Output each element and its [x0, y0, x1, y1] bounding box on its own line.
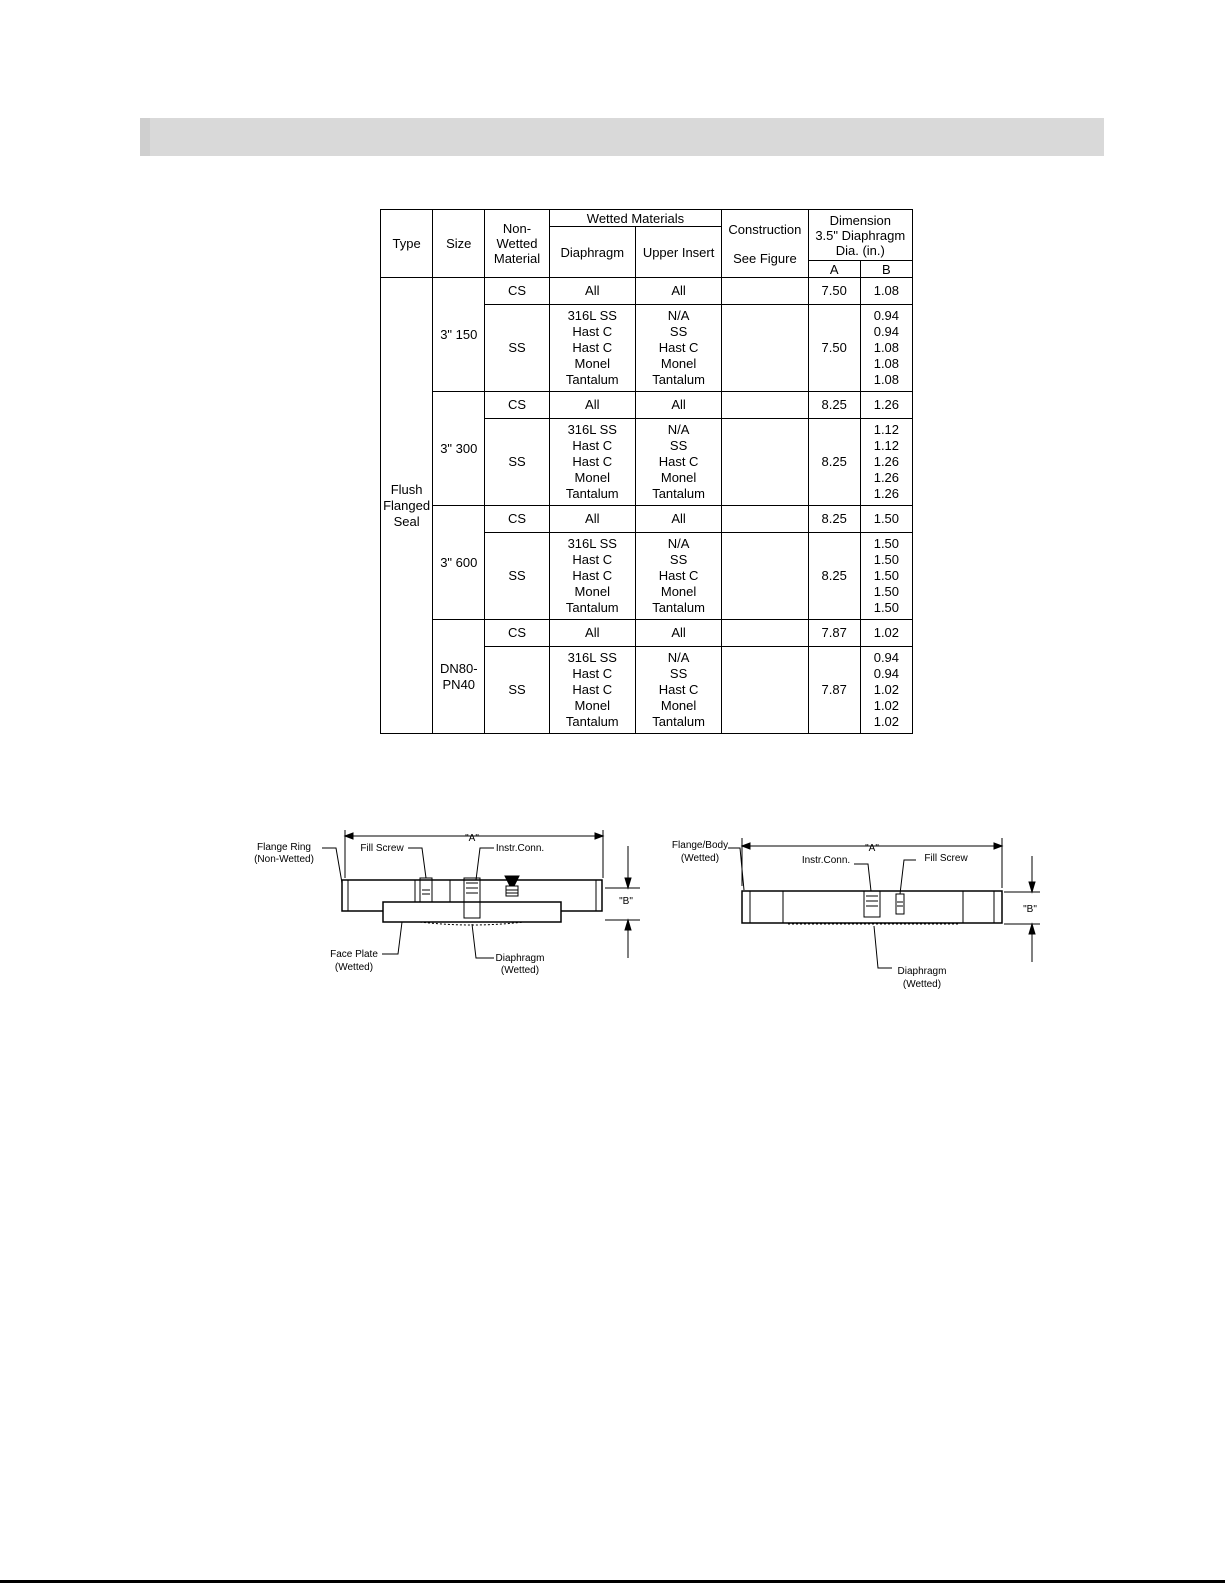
face-plate-label: Face Plate [330, 949, 378, 960]
diaphragm-cell: 316L SS Hast C Hast C Monel Tantalum [549, 419, 635, 506]
flange-body-label: Flange/Body [671, 840, 729, 851]
dimension-a-cell: 7.50 [808, 305, 860, 392]
size-cell: 3" 300 [433, 392, 485, 506]
construction-cell [722, 620, 808, 647]
instr-conn-label: Instr.Conn. [801, 855, 851, 866]
non-wetted-cell: CS [485, 620, 549, 647]
dimension-a-cell: 8.25 [808, 419, 860, 506]
non-wetted-cell: SS [485, 419, 549, 506]
dimension-b-cell: 1.12 1.12 1.26 1.26 1.26 [860, 419, 912, 506]
size-cell: DN80- PN40 [433, 620, 485, 734]
non-wetted-cell: CS [485, 392, 549, 419]
construction-cell [722, 419, 808, 506]
construction-cell [722, 392, 808, 419]
diaphragm-cell: 316L SS Hast C Hast C Monel Tantalum [549, 647, 635, 734]
diaphragm-label: Diaphragm [897, 966, 947, 977]
diaphragm-cell: 316L SS Hast C Hast C Monel Tantalum [549, 305, 635, 392]
header-construction: Construction See Figure [722, 210, 808, 278]
header-col-a: A [808, 261, 860, 278]
upper-insert-cell: All [635, 392, 721, 419]
non-wetted-cell: SS [485, 647, 549, 734]
diaphragm-cell: All [549, 392, 635, 419]
dimension-b-cell: 1.50 [860, 506, 912, 533]
size-cell: 3" 150 [433, 278, 485, 392]
diaphragm-cell: All [549, 620, 635, 647]
non-wetted-cell: SS [485, 305, 549, 392]
construction-cell [722, 647, 808, 734]
construction-cell [722, 506, 808, 533]
section-header-bar [140, 118, 1104, 156]
dimension-a-cell: 8.25 [808, 506, 860, 533]
diaphragm-cell: All [549, 506, 635, 533]
dimension-a-cell: 8.25 [808, 533, 860, 620]
dim-b-label: "B" [1023, 904, 1037, 915]
upper-insert-cell: N/A SS Hast C Monel Tantalum [635, 419, 721, 506]
fill-screw-label: Fill Screw [360, 843, 404, 854]
diaphragm-sublabel: (Wetted) [902, 979, 942, 990]
dimension-b-cell: 1.26 [860, 392, 912, 419]
flange-ring-label: Flange Ring [257, 842, 311, 853]
flange-body-sublabel: (Wetted) [680, 853, 720, 864]
upper-insert-cell: All [635, 278, 721, 305]
upper-insert-cell: N/A SS Hast C Monel Tantalum [635, 533, 721, 620]
diaphragm-cell: 316L SS Hast C Hast C Monel Tantalum [549, 533, 635, 620]
header-wetted-materials: Wetted Materials [549, 210, 722, 227]
upper-insert-cell: All [635, 620, 721, 647]
non-wetted-cell: CS [485, 506, 549, 533]
dimension-a-cell: 7.87 [808, 647, 860, 734]
dimension-b-cell: 0.94 0.94 1.08 1.08 1.08 [860, 305, 912, 392]
dim-b-label: "B" [619, 896, 633, 907]
page-bottom-rule [0, 1580, 1225, 1583]
construction-cell [722, 305, 808, 392]
diaphragm-label: Diaphragm [495, 953, 545, 964]
size-cell: 3" 600 [433, 506, 485, 620]
dimension-b-cell: 0.94 0.94 1.02 1.02 1.02 [860, 647, 912, 734]
dimension-a-cell: 7.87 [808, 620, 860, 647]
type-cell: Flush Flanged Seal [381, 278, 433, 734]
diaphragm-sublabel: (Wetted) [500, 965, 540, 976]
dimension-a-cell: 7.50 [808, 278, 860, 305]
non-wetted-cell: SS [485, 533, 549, 620]
dim-a-label: "A" [465, 833, 479, 844]
dim-a-label: "A" [865, 843, 879, 854]
header-non-wetted-material: Non- Wetted Material [485, 210, 549, 278]
upper-insert-cell: All [635, 506, 721, 533]
fill-screw-label: Fill Screw [924, 853, 968, 864]
header-dimension: Dimension 3.5" Diaphragm Dia. (in.) [808, 210, 912, 261]
upper-insert-cell: N/A SS Hast C Monel Tantalum [635, 647, 721, 734]
header-size: Size [433, 210, 485, 278]
header-diaphragm: Diaphragm [549, 227, 635, 278]
header-col-b: B [860, 261, 912, 278]
header-type: Type [381, 210, 433, 278]
instr-conn-label: Instr.Conn. [495, 843, 545, 854]
dimension-b-cell: 1.50 1.50 1.50 1.50 1.50 [860, 533, 912, 620]
flush-flanged-seal-drawing-left [250, 828, 650, 998]
flange-ring-sublabel: (Non-Wetted) [254, 854, 314, 865]
seal-specification-table [380, 209, 913, 734]
non-wetted-cell: CS [485, 278, 549, 305]
dimension-b-cell: 1.08 [860, 278, 912, 305]
face-plate-sublabel: (Wetted) [334, 962, 374, 973]
diaphragm-cell: All [549, 278, 635, 305]
construction-cell [722, 533, 808, 620]
dimension-a-cell: 8.25 [808, 392, 860, 419]
upper-insert-cell: N/A SS Hast C Monel Tantalum [635, 305, 721, 392]
construction-cell [722, 278, 808, 305]
flush-flanged-seal-drawing-right [668, 836, 1048, 1001]
dimension-b-cell: 1.02 [860, 620, 912, 647]
header-upper-insert: Upper Insert [635, 227, 721, 278]
